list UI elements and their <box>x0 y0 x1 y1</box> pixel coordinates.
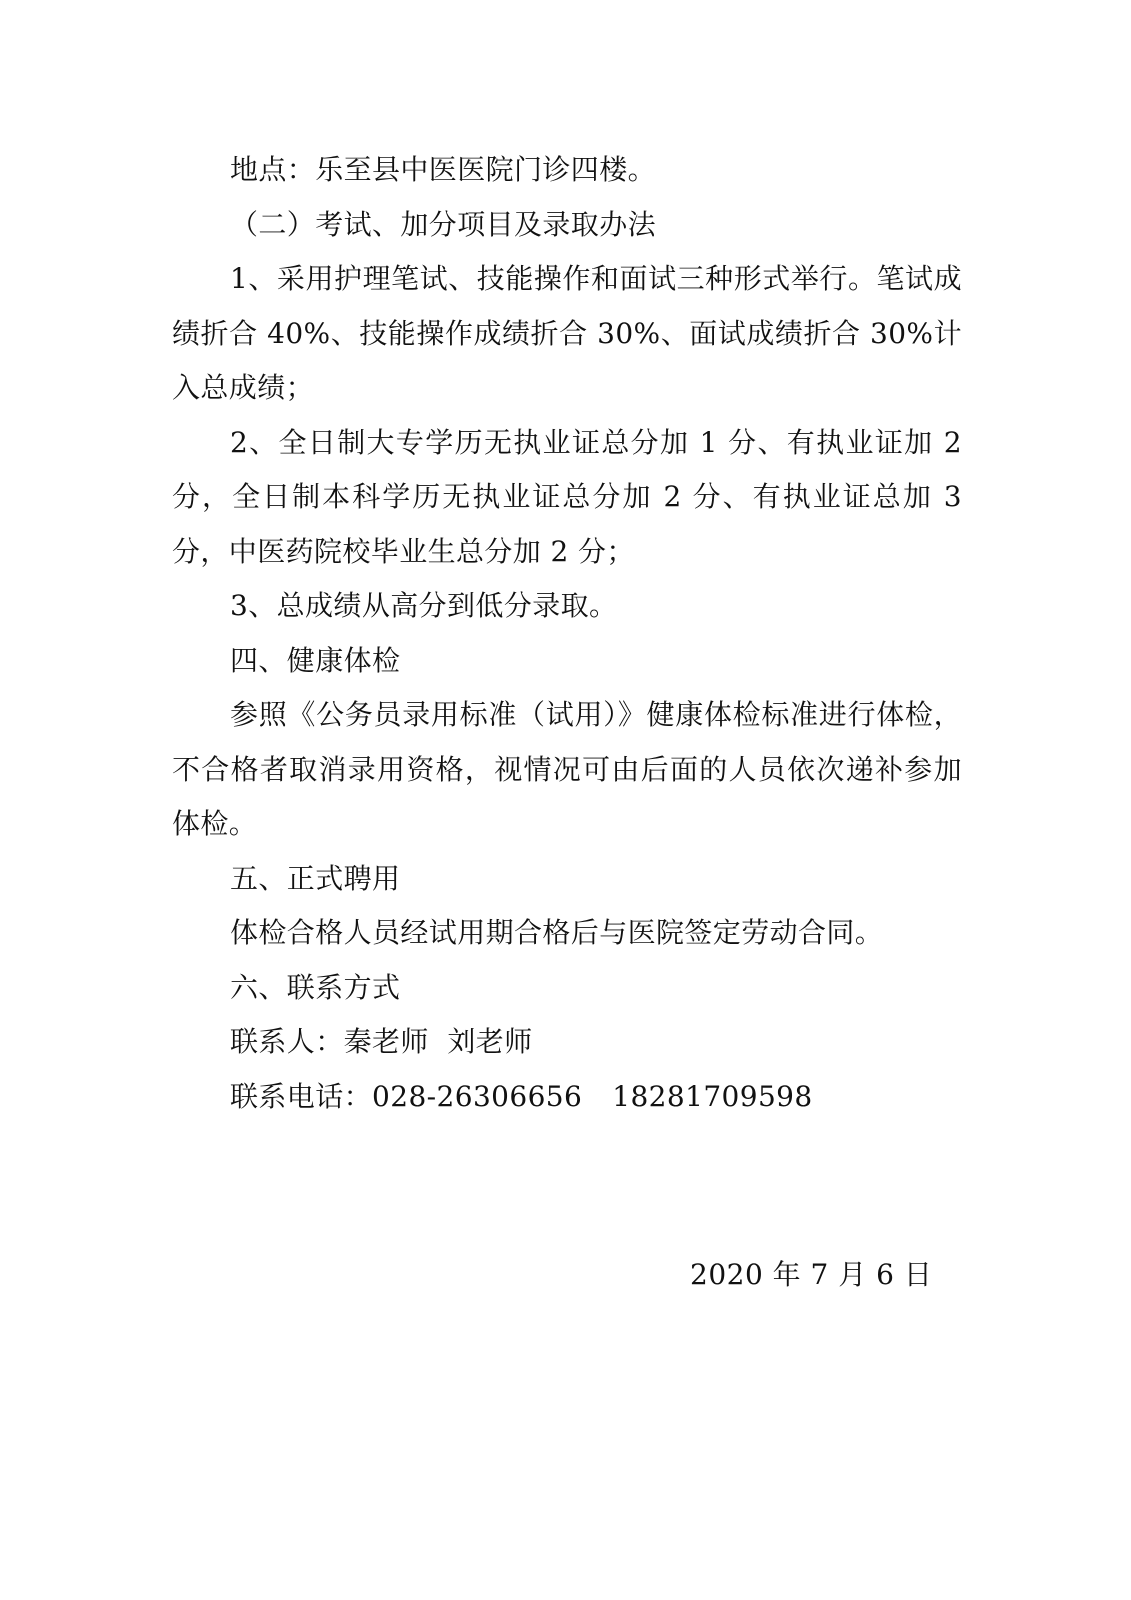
contact-person: 联系人：秦老师 刘老师 <box>230 1025 533 1058</box>
document-body <box>172 143 962 1124</box>
contact-phone <box>172 1070 962 1125</box>
location-paragraph: 地点：乐至县中医医院门诊四楼。 <box>230 153 657 186</box>
contact-section-heading: 六、联系方式 <box>230 970 401 1004</box>
exam-item-3: 3、总成绩从高分到低分录取。 <box>230 589 618 622</box>
health-paragraph: 参照《公务员录用标准（试用）》健康体检标准进行体检，不合格者取消录用资格，视情况可由后面的人员依次递补参加体检。 <box>172 698 962 840</box>
contact-phone-number-1: 028-26306656 <box>372 1079 583 1113</box>
exam-item-1: 1、采用护理笔试、技能操作和面试三种形式举行。笔试成绩折合 40%、技能操作成绩折合 30%、面试成绩折合 30%计入总成绩； <box>172 262 962 404</box>
contact-phone-number-2: 18281709598 <box>612 1079 813 1113</box>
exam-item-2: 2、全日制大专学历无执业证总分加 1 分、有执业证加 2 分，全日制本科学历无执业证总分加 2 分、有执业证总加 3 分，中医药院校毕业生总分加 2 分； <box>172 425 962 568</box>
exam-section-heading: （二）考试、加分项目及录取办法 <box>230 207 657 241</box>
contact-phone-label: 联系电话： <box>230 1079 373 1113</box>
hire-section-heading: 五、正式聘用 <box>230 861 401 895</box>
document-date: 2020 年 7 月 6 日 <box>690 1258 933 1291</box>
health-section-heading: 四、健康体检 <box>230 643 401 677</box>
hire-paragraph: 体检合格人员经试用期合格后与医院签定劳动合同。 <box>230 916 884 949</box>
